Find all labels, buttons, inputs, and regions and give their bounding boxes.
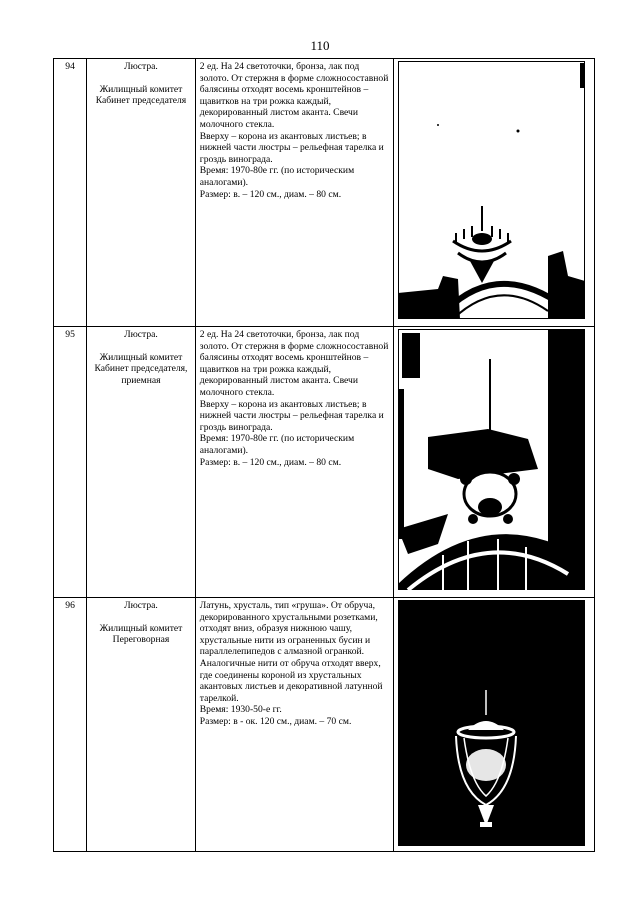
item-photo-cell xyxy=(393,59,594,327)
description-line: Размер: в. – 120 см., диам. – 80 см. xyxy=(199,188,342,200)
page-number: 110 xyxy=(310,38,330,53)
description-line: Время: 1970-80е гг. (по историческим аналогами). xyxy=(199,433,355,456)
description-line: 2 ед. На 24 светоточки, бронза, лак под золото. От стержня в форме сложносоставной балясины отходят восемь кронштейнов – щавитков на три рожка каждый, декорированный листом аканта. Свечи молочного стекла. xyxy=(199,61,389,130)
item-name: Люстра. xyxy=(124,329,158,340)
description-line: Размер: в. – 120 см., диам. – 80 см. xyxy=(199,456,342,468)
item-name-cell xyxy=(87,59,196,327)
description-line: Латунь, хрусталь, тип «груша». От обруча, декорированного хрустальными розетками, отходят вниз, образуя нижнюю чашу, хрустальные нити из ограненных бусин и параллелепипедов с алмазной огранкой. Аналогичные нити от обруча отходят вверх, где соединены короной из хрустальных акантовых листьев и декоративной латунной тарелкой. xyxy=(199,600,383,704)
inventory-table xyxy=(53,58,595,852)
item-name: Люстра. xyxy=(124,61,158,72)
description-line: Время: 1970-80е гг. (по историческим аналогами). xyxy=(199,165,355,188)
description-line: Размер: в - ок. 120 см., диам. – 70 см. xyxy=(199,715,352,727)
item-location: Жилищный комитет Переговорная xyxy=(99,622,183,646)
chandelier-photo-icon xyxy=(398,61,585,319)
row-number: 94 xyxy=(54,59,87,327)
item-name-cell xyxy=(87,598,196,852)
description-line: Вверху – корона из акантовых листьев; в нижней части люстры – рельефная тарелка и гроздь винограда. xyxy=(199,398,384,433)
crystal-chandelier-photo-icon xyxy=(398,600,585,846)
table-row xyxy=(54,327,595,598)
item-photo-cell xyxy=(393,598,594,852)
item-photo-cell xyxy=(393,327,594,598)
item-location: Жилищный комитет Кабинет председателя xyxy=(95,83,187,107)
row-number: 96 xyxy=(54,598,87,852)
table-row xyxy=(54,59,595,327)
description-line: 2 ед. На 24 светоточки, бронза, лак под золото. От стержня в форме сложносоставной балясины отходят восемь кронштейнов – щавитков на три рожка каждый, декорированный листом аканта. Свечи молочного стекла. xyxy=(199,329,389,398)
item-name-cell xyxy=(87,327,196,598)
chandelier-photo-icon xyxy=(398,329,585,590)
item-name: Люстра. xyxy=(124,600,158,611)
item-location: Жилищный комитет Кабинет председателя, приемная xyxy=(94,351,188,386)
row-number: 95 xyxy=(54,327,87,598)
item-description xyxy=(195,598,393,852)
item-description xyxy=(195,327,393,598)
table-row xyxy=(54,598,595,852)
description-line: Вверху – корона из акантовых листьев; в нижней части люстры – рельефная тарелка и гроздь винограда. xyxy=(199,130,384,165)
item-description xyxy=(195,59,393,327)
description-line: Время: 1930-50-е гг. xyxy=(199,704,282,716)
